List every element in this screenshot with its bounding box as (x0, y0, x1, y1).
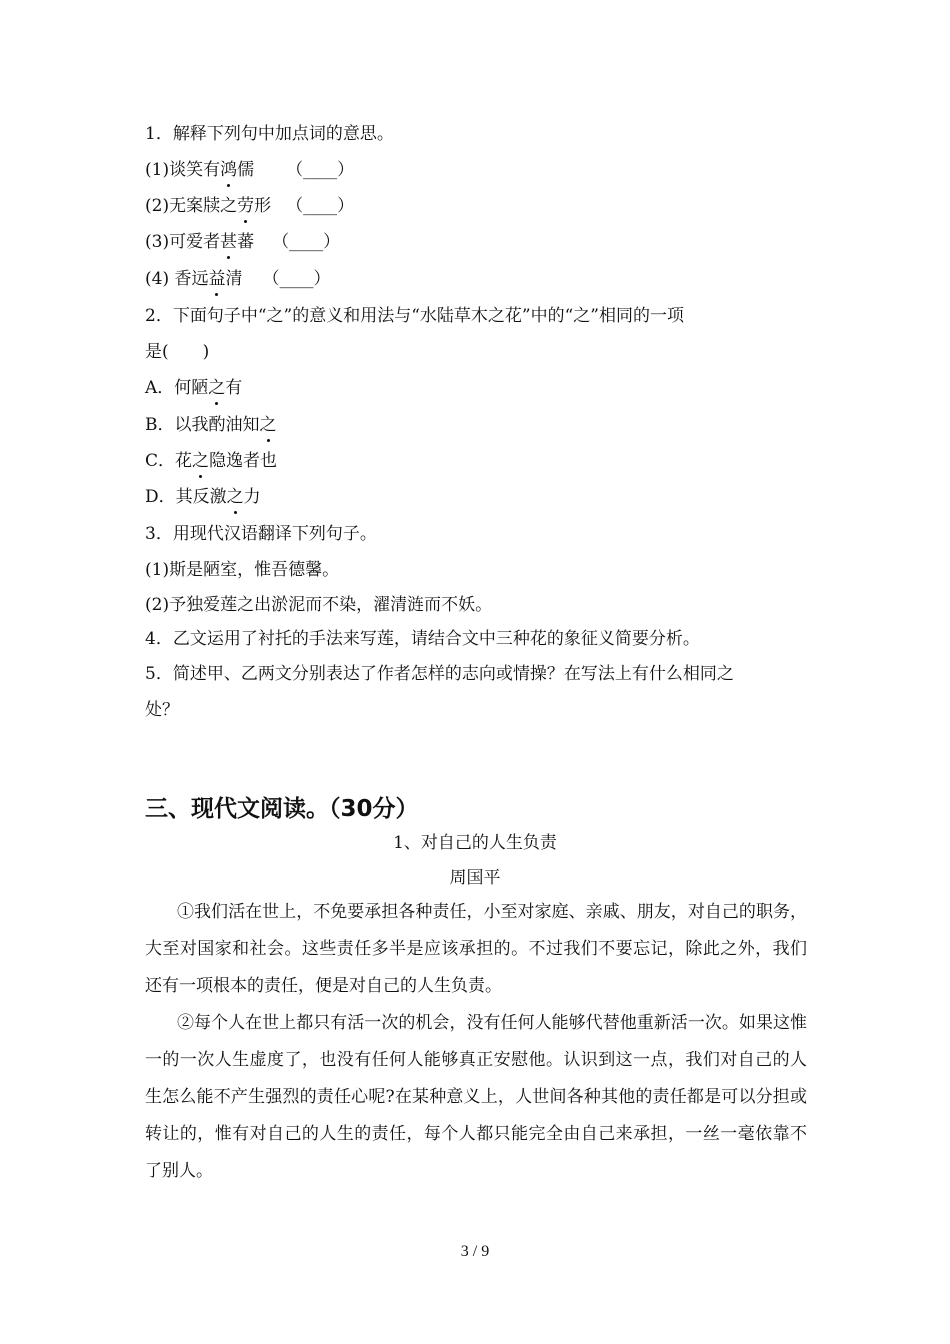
dotted-char: 之 (226, 487, 244, 507)
dotted-char: 甚 (220, 232, 238, 252)
section-heading: 三、现代文阅读。（30分） (145, 796, 419, 822)
question-3: 3．用现代汉语翻译下列句子。 (145, 524, 377, 544)
answer-blank: （____） (272, 232, 341, 252)
answer-blank: （____） (262, 269, 331, 289)
option-d: D．其反激之力 (145, 487, 261, 507)
question-1-item: (3)可爱者甚蕃 （____） (145, 232, 341, 252)
article-title: 1、对自己的人生负责 (393, 833, 557, 853)
paragraph: ①我们活在世上，不免要承担各种责任，小至对家庭、亲戚、朋友，对自己的职务，大至对国家和社会。这些责任多半是应该承担的。不过我们不要忘记，除此之外，我们还有一项根本的责任，便是对自己的人生负责。 (145, 902, 807, 996)
question-5: 5．简述甲、乙两文分别表达了作者怎样的志向或情操？在写法上有什么相同之 (145, 664, 734, 684)
article-author: 周国平 (449, 868, 501, 888)
question-2: 2．下面句子中“之”的意义和用法与“水陆草木之花”中的“之”相同的一项 (145, 306, 684, 326)
option-b: B．以我酌油知之 (145, 415, 277, 435)
answer-blank: （____） (286, 160, 355, 180)
question-1-item: (1)谈笑有鸿儒 （____） (145, 160, 355, 180)
dotted-char: 之 (259, 415, 277, 435)
dotted-char: 之 (192, 451, 210, 471)
question-3-2: (2)予独爱莲之出淤泥而不染，濯清涟而不妖。 (145, 595, 493, 615)
question-2-cont: 是( ) (145, 342, 210, 362)
dotted-char: 益 (208, 269, 226, 289)
dotted-char: 鸿 (220, 160, 238, 180)
question-5-cont: 处？ (145, 700, 179, 720)
dotted-char: 劳 (237, 196, 255, 216)
paragraph: ②每个人在世上都只有活一次的机会，没有任何人能够代替他重新活一次。如果这惟一的一次人生虚度了，也没有任何人能够真正安慰他。认识到这一点，我们对自己的人生怎么能不产生强烈的责任心呢?在某种意义上，人世间各种其他的责任都是可以分担或转让的，惟有对自己的人生的责任，每个人都只能完全由自己来承担，一丝一毫依靠不了别人。 (145, 1013, 807, 1181)
question-1: 1．解释下列句中加点词的意思。 (145, 124, 394, 144)
answer-blank: （____） (286, 196, 355, 216)
question-1-item: (2)无案牍之劳形 （____） (145, 196, 355, 216)
page-number: 3 / 9 (460, 1243, 490, 1260)
question-1-item: (4) 香远益清 （____） (145, 269, 331, 289)
option-c: C．花之隐逸者也 (145, 451, 278, 471)
question-4: 4．乙文运用了衬托的手法来写莲，请结合文中三种花的象征义简要分析。 (145, 629, 700, 649)
question-3-1: (1)斯是陋室，惟吾德馨。 (145, 560, 340, 580)
dotted-char: 之 (208, 378, 226, 398)
option-a: A．何陋之有 (145, 378, 243, 398)
